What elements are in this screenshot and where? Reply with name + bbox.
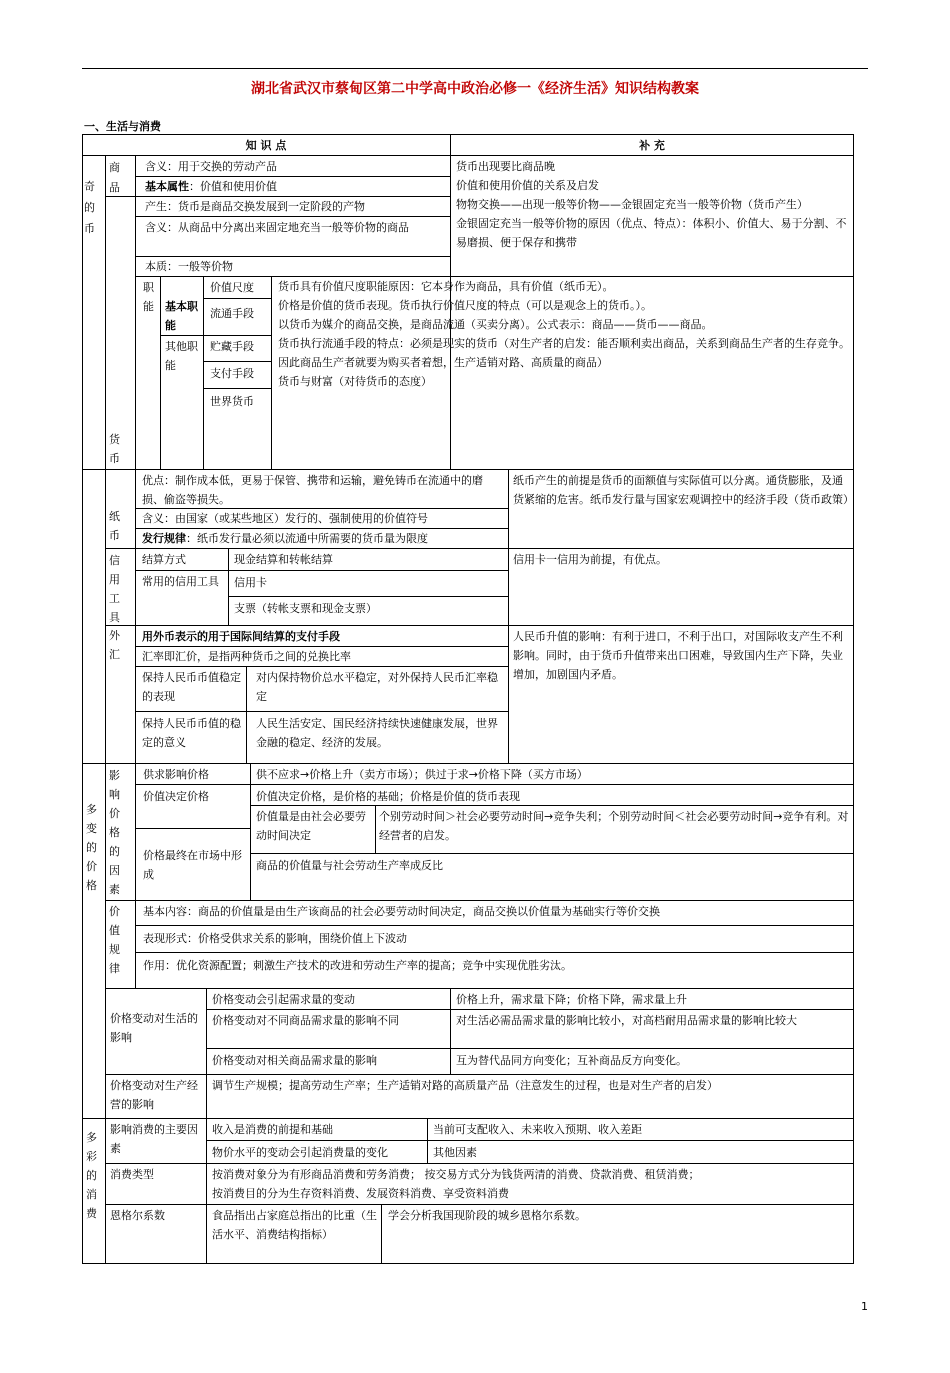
section-heading: 一、生活与消费 xyxy=(84,120,161,133)
consumption-types-line: 按消费对象分为有形商品消费和劳务消费； 按交易方式分为钱货两清的消费、贷款消费、租赁消费； xyxy=(212,1168,700,1181)
group-label-price: 多变的价格 xyxy=(86,803,97,892)
consumption-types-line: 按消费目的分为生存资料消费、发展资料消费、享受资料消费 xyxy=(212,1187,509,1200)
paper-money-label: 纸币 xyxy=(109,510,120,542)
paper-money-definition: 含义：由国家（或某些地区）发行的、强制使用的价值符号 xyxy=(142,512,428,525)
supplement-line: 货币执行流通手段的特点：必须是现实的货币（对生产者的启发：能否顺利卖出商品，关系到商品生产者的生存竞争。因此商品生产者就要为购买者着想，生产适销对路、高质量的商品） xyxy=(278,337,850,369)
forex-label: 外汇 xyxy=(109,629,120,661)
stable-currency-meaning-value: 人民生活安定、国民经济持续快速健康发展，世界金融的稳定、经济的发展。 xyxy=(256,717,498,749)
basic-function-label: 基本职能 xyxy=(165,300,198,332)
paper-money-law xyxy=(142,529,428,548)
settlement-method: 结算方式 xyxy=(142,553,186,566)
value-determines-price-value: 价值决定价格，是价格的基础；价格是价值的货币表现 xyxy=(256,790,520,803)
forex-definition: 用外币表示的用于国际间结算的支付手段 xyxy=(142,630,340,643)
settlement-method-value: 现金结算和转帐结算 xyxy=(234,553,333,566)
value-by-labor-time: 价值量是由社会必要劳动时间决定 xyxy=(256,810,366,842)
header-supplement: 补 充 xyxy=(639,139,665,152)
money-meaning: 含义：从商品中分离出来固定地充当一般等价物的商品 xyxy=(145,221,409,234)
supplement-line: 价值和使用价值的关系及启发 xyxy=(456,179,599,192)
function-storage: 贮藏手段 xyxy=(210,340,254,353)
exchange-rate: 汇率即汇价，是指两种货币之间的兑换比率 xyxy=(142,650,351,663)
page-number: 1 xyxy=(861,1300,868,1313)
function-value-measure: 价值尺度 xyxy=(210,281,254,294)
supplement-line: 价格是价值的货币表现。货币执行价值尺度的特点（可以是观念上的货币。）。 xyxy=(278,299,652,312)
function-label: 职能 xyxy=(143,281,154,313)
income-factors: 当前可支配收入、未来收入预期、收入差距 xyxy=(433,1123,642,1136)
supplement-line: 物物交换——出现一般等价物——金银固定充当一般等价物（货币产生） xyxy=(456,198,808,211)
paper-money-supplement: 纸币产生的前提是货币的面额值与实际值可以分离。通货膨胀，及通货紧缩的危害。纸币发行量与国家宏观调控中的经济手段（货币政策） xyxy=(513,474,854,506)
page-title: 湖北省武汉市蔡甸区第二中学高中政治必修一《经济生活》知识结构教案 xyxy=(251,81,699,97)
common-credit-tools: 常用的信用工具 xyxy=(142,575,219,588)
other-function-label: 其他职能 xyxy=(165,340,198,372)
forex-supplement: 人民币升值的影响：有利于进口，不利于出口，对国际收支产生不利影响。同时，由于货币升值带来出口困难，导致国内生产下降，失业增加，加剧国内矛盾。 xyxy=(513,630,843,681)
stable-currency-show: 保持人民币币值稳定的表现 xyxy=(142,671,241,703)
consumption-factors: 影响消费的主要因素 xyxy=(110,1123,198,1155)
function-world-money: 世界货币 xyxy=(210,395,254,408)
supply-demand-label: 供求影响价格 xyxy=(143,768,209,781)
law-of-value-label: 价值规律 xyxy=(109,905,120,975)
money-origin: 产生：货币是商品交换发展到一定阶段的产物 xyxy=(145,200,365,213)
value-determines-price: 价值决定价格 xyxy=(143,790,209,803)
life-impact-key: 价格变动对不同商品需求量的影响不同 xyxy=(212,1014,399,1027)
credit-tools-label: 信用工具 xyxy=(109,554,120,624)
engel-coefficient: 恩格尔系数 xyxy=(110,1209,165,1222)
life-impact-key: 价格变动对相关商品需求量的影响 xyxy=(212,1054,377,1067)
price-production-impact: 价格变动对生产经营的影响 xyxy=(110,1079,198,1111)
price-production-impact-value: 调节生产规模；提高劳动生产率；生产适销对路的高质量产品（注意发生的过程，也是对生产者的启发） xyxy=(212,1079,718,1092)
paper-money-law-key: 发行规律 xyxy=(142,532,186,545)
income-basis: 收入是消费的前提和基础 xyxy=(212,1123,333,1136)
price-formed-in-market: 价格最终在市场中形成 xyxy=(143,849,242,881)
money-label: 货币 xyxy=(109,433,120,465)
engel-supplement: 学会分析我国现阶段的城乡恩格尔系数。 xyxy=(388,1209,586,1222)
stable-currency-meaning: 保持人民币币值的稳定的意义 xyxy=(142,717,241,749)
engel-definition: 食品指出占家庭总指出的比重（生活水平、消费结构指标） xyxy=(212,1209,377,1241)
labor-time-comparison: 个别劳动时间＞社会必要劳动时间→竞争失利；个别劳动时间＜社会必要劳动时间→竞争有利。对经营者的启发。 xyxy=(379,810,849,842)
supplement-line: 货币具有价值尺度职能原因：它本身作为商品，具有价值（纸币无）。 xyxy=(278,280,614,293)
life-impact-key: 价格变动会引起需求量的变动 xyxy=(212,993,355,1006)
law-of-value-form: 表现形式：价格受供求关系的影响，围绕价值上下波动 xyxy=(143,932,407,945)
header-knowledge: 知 识 点 xyxy=(245,139,287,152)
commodity-attribute-value: ：价值和使用价值 xyxy=(189,180,277,193)
life-impact-value: 对生活必需品需求量的影响比较小，对高档耐用品需求量的影响比较大 xyxy=(456,1014,797,1027)
value-productivity-ratio: 商品的价值量与社会劳动生产率成反比 xyxy=(256,859,443,872)
cheque: 支票（转帐支票和现金支票） xyxy=(234,602,377,615)
commodity-attribute-key: 基本属性 xyxy=(145,180,189,193)
supply-demand-value: 供不应求→价格上升（卖方市场）；供过于求→价格下降（买方市场） xyxy=(256,768,588,781)
credit-card: 信用卡 xyxy=(234,576,267,589)
consumption-types: 消费类型 xyxy=(110,1168,154,1181)
life-impact-value: 互为替代品同方向变化；互补商品反方向变化。 xyxy=(456,1054,687,1067)
stable-currency-show-value: 对内保持物价总水平稳定，对外保持人民币汇率稳定 xyxy=(256,671,498,703)
group-label-money: 奇的币 xyxy=(84,180,95,235)
life-impact-value: 价格上升，需求量下降；价格下降，需求量上升 xyxy=(456,993,687,1006)
commodity-attribute xyxy=(145,177,277,196)
supplement-line: 以货币为媒介的商品交换，是商品流通（买卖分离）。公式表示：商品——货币——商品。 xyxy=(278,318,713,331)
other-factors: 其他因素 xyxy=(433,1146,477,1159)
function-circulation: 流通手段 xyxy=(210,307,254,320)
credit-supplement: 信用卡一信用为前提，有优点。 xyxy=(513,553,667,566)
paper-money-advantage: 优点：制作成本低，更易于保管、携带和运输，避免铸币在流通中的磨损、偷盗等损失。 xyxy=(142,474,483,506)
price-life-impact: 价格变动对生活的影响 xyxy=(110,1012,198,1044)
supplement-line: 货币与财富（对待货币的态度） xyxy=(278,375,432,388)
supplement-line: 金银固定充当一般等价物的原因（优点、特点）：体积小、价值大、易于分割、不易磨损、便于保存和携带 xyxy=(456,217,847,249)
function-payment: 支付手段 xyxy=(210,367,254,380)
price-factors-label: 影响价格的因素 xyxy=(109,769,120,896)
law-of-value-content: 基本内容：商品的价值量是由生产该商品的社会必要劳动时间决定，商品交换以价值量为基础实行等价交换 xyxy=(143,905,660,918)
money-supplement-top xyxy=(456,157,850,252)
commodity-label: 商品 xyxy=(109,161,120,194)
commodity-definition: 含义：用于交换的劳动产品 xyxy=(145,160,277,173)
group-label-consumption: 多彩的消费 xyxy=(86,1131,97,1220)
law-of-value-role: 作用：优化资源配置；刺激生产技术的改进和劳动生产率的提高；竞争中实现优胜劣汰。 xyxy=(143,959,572,972)
supplement-line: 货币出现要比商品晚 xyxy=(456,160,555,173)
paper-money-law-value: ：纸币发行量必须以流通中所需要的货币量为限度 xyxy=(186,532,428,545)
money-function-supplement xyxy=(278,277,850,391)
money-essence: 本质：一般等价物 xyxy=(145,260,233,273)
price-level-factor: 物价水平的变动会引起消费量的变化 xyxy=(212,1146,388,1159)
